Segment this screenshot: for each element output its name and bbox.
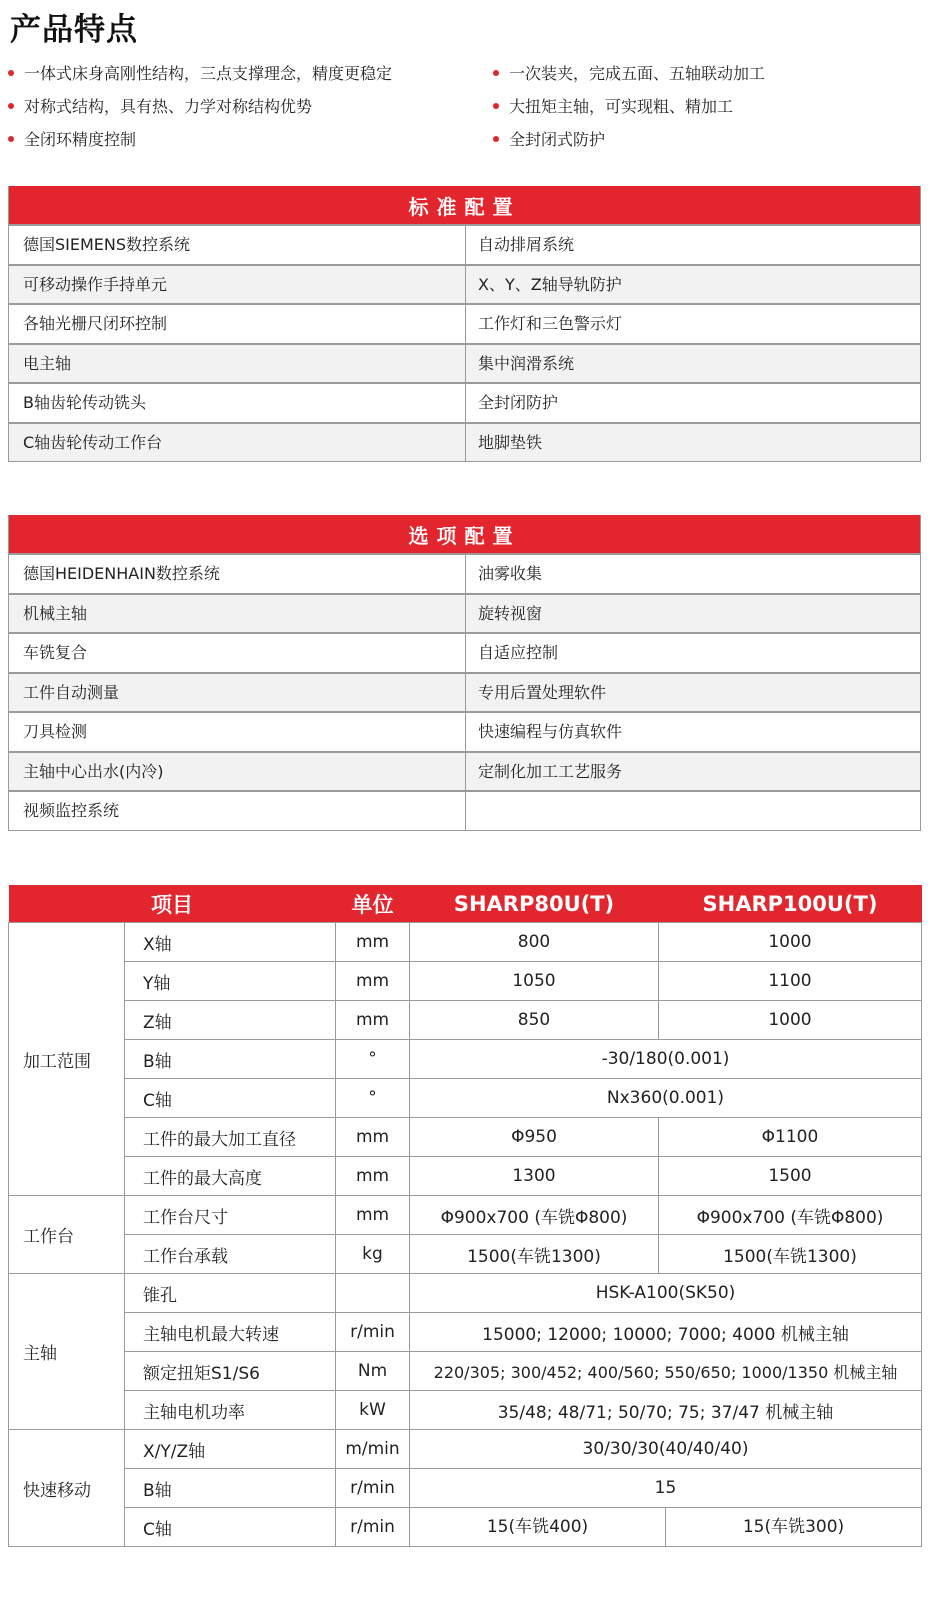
header-item: 项目 bbox=[9, 885, 336, 923]
bullet-icon bbox=[8, 70, 14, 76]
table-row: 可移动操作手持单元 X、Y、Z轴导轨防护 bbox=[9, 264, 920, 304]
feature-item: 对称式结构，具有热、力学对称结构优势 bbox=[8, 94, 312, 117]
table-row: 各轴光栅尺闭环控制 工作灯和三色警示灯 bbox=[9, 303, 920, 343]
feature-item: 大扭矩主轴，可实现粗、精加工 bbox=[493, 94, 733, 117]
group-range: 加工范围 bbox=[9, 923, 125, 1196]
table-row: 快速移动 X/Y/Z轴 m/min 30/30/30(40/40/40) bbox=[9, 1430, 922, 1469]
section-title: 产品特点 bbox=[10, 12, 138, 48]
optional-config-table bbox=[8, 515, 921, 831]
table-row: 刀具检测 快速编程与仿真软件 bbox=[9, 711, 920, 751]
table-row: 车铣复合 自适应控制 bbox=[9, 632, 920, 672]
spec-table bbox=[8, 885, 922, 1547]
table-row: 额定扭矩S1/S6 Nm 220/305; 300/452; 400/560; 550/650; 1000/1350 机械主轴 bbox=[9, 1352, 922, 1391]
table-row: C轴 r/min 15(车铣400) 15(车铣300) bbox=[9, 1508, 922, 1547]
table-row: C轴 ° Nx360(0.001) bbox=[9, 1079, 922, 1118]
table-row: 工件自动测量 专用后置处理软件 bbox=[9, 672, 920, 712]
table-row: 主轴电机功率 kW 35/48; 48/71; 50/70; 75; 37/47 机械主轴 bbox=[9, 1391, 922, 1430]
table-row: 主轴中心出水(内冷) 定制化加工工艺服务 bbox=[9, 751, 920, 791]
group-table: 工作台 bbox=[9, 1196, 125, 1274]
feature-item: 全封闭式防护 bbox=[493, 127, 605, 150]
table-row: 视频监控系统 bbox=[9, 790, 920, 830]
header-model-1: SHARP80U(T) bbox=[410, 885, 659, 923]
bullet-icon bbox=[493, 70, 499, 76]
table-row: B轴 r/min 15 bbox=[9, 1469, 922, 1508]
standard-config-heading: 标准配置 bbox=[9, 186, 920, 224]
table-row: 主轴电机最大转速 r/min 15000; 12000; 10000; 7000; 4000 机械主轴 bbox=[9, 1313, 922, 1352]
table-row: 德国SIEMENS数控系统 自动排屑系统 bbox=[9, 224, 920, 264]
table-row: 工作台承载 kg 1500(车铣1300) 1500(车铣1300) bbox=[9, 1235, 922, 1274]
feature-item: 一次装夹，完成五面、五轴联动加工 bbox=[493, 61, 765, 84]
bullet-icon bbox=[8, 103, 14, 109]
table-row: 主轴 锥孔 HSK-A100(SK50) bbox=[9, 1274, 922, 1313]
table-row: B轴 ° -30/180(0.001) bbox=[9, 1040, 922, 1079]
optional-config-heading: 选项配置 bbox=[9, 515, 920, 553]
header-unit: 单位 bbox=[336, 885, 410, 923]
header-model-2: SHARP100U(T) bbox=[659, 885, 922, 923]
bullet-icon bbox=[8, 136, 14, 142]
spec-header-row bbox=[9, 885, 922, 923]
standard-config-table bbox=[8, 186, 921, 462]
table-row: Z轴 mm 850 1000 bbox=[9, 1001, 922, 1040]
table-row: 工件的最大加工直径 mm Φ950 Φ1100 bbox=[9, 1118, 922, 1157]
table-row: 加工范围 X轴 mm 800 1000 bbox=[9, 923, 922, 962]
table-row: B轴齿轮传动铣头 全封闭防护 bbox=[9, 382, 920, 422]
group-spindle: 主轴 bbox=[9, 1274, 125, 1430]
feature-item: 一体式床身高刚性结构，三点支撑理念，精度更稳定 bbox=[8, 61, 392, 84]
feature-item: 全闭环精度控制 bbox=[8, 127, 136, 150]
table-row: 机械主轴 旋转视窗 bbox=[9, 593, 920, 633]
table-row: 德国HEIDENHAIN数控系统 油雾收集 bbox=[9, 553, 920, 593]
table-row: C轴齿轮传动工作台 地脚垫铁 bbox=[9, 422, 920, 462]
bullet-icon bbox=[493, 103, 499, 109]
table-row: 电主轴 集中润滑系统 bbox=[9, 343, 920, 383]
group-rapid: 快速移动 bbox=[9, 1430, 125, 1547]
table-row: 工作台 工作台尺寸 mm Φ900x700 (车铣Φ800) Φ900x700 (车铣Φ800) bbox=[9, 1196, 922, 1235]
bullet-icon bbox=[493, 136, 499, 142]
table-row: 工件的最大高度 mm 1300 1500 bbox=[9, 1157, 922, 1196]
table-row: Y轴 mm 1050 1100 bbox=[9, 962, 922, 1001]
